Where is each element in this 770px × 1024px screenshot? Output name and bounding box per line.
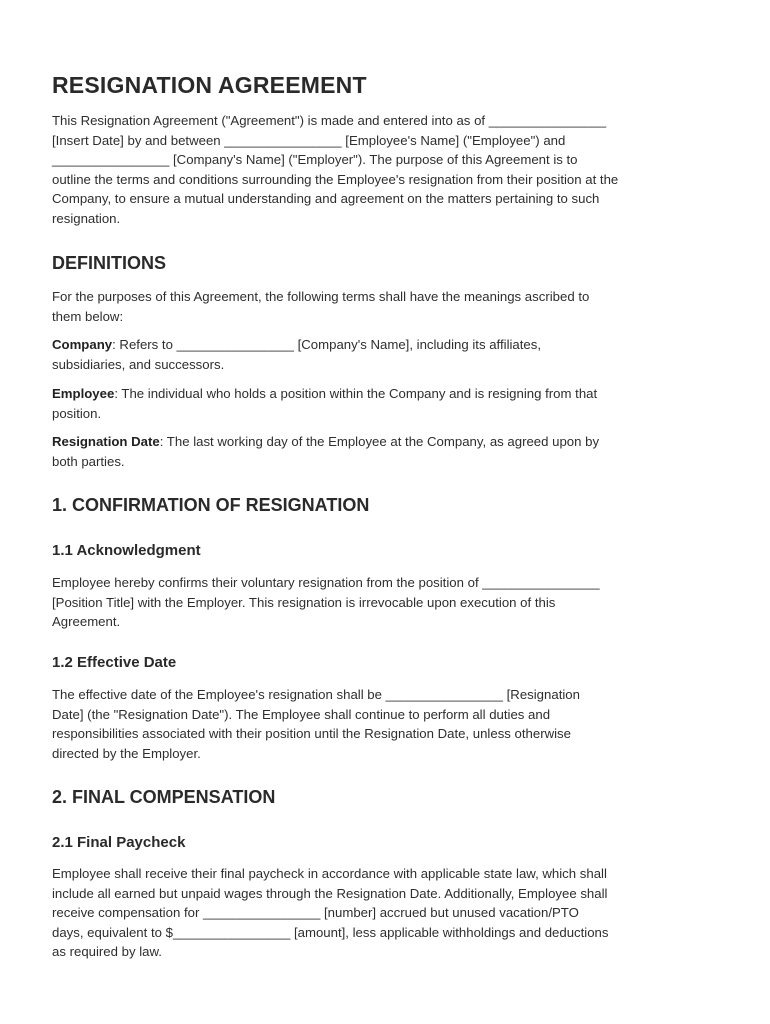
definition-text: position. [52, 405, 102, 421]
definition-company [52, 335, 722, 374]
definitions-heading: DEFINITIONS [52, 253, 167, 273]
subsection-1-1-heading: 1.1 Acknowledgment [52, 542, 201, 559]
text-line: The effective date of the Employee's resignation shall be ________________ [Resignation [52, 687, 580, 702]
text-line: [Insert Date] by and between ________________ [Employee's Name] ("Employee") and [52, 132, 566, 148]
subsection-1-1-paragraph [52, 573, 722, 632]
text-line: For the purposes of this Agreement, the following terms shall have the meanings ascribed to [52, 289, 590, 304]
text-line: [Position Title] with the Employer. This resignation is irrevocable upon execution of this [52, 594, 556, 610]
definitions-intro [52, 287, 722, 326]
subsection-1-2-paragraph [52, 685, 722, 763]
definition-term: Company [52, 337, 113, 352]
text-line: Employee hereby confirms their voluntary resignation from the position of ________________ [52, 575, 600, 590]
text-line: Company, to ensure a mutual understanding and agreement on the matters pertaining to such [52, 191, 600, 207]
section-2-heading: 2. FINAL COMPENSATION [52, 787, 276, 807]
text-line: Employee shall receive their final paycheck in accordance with applicable state law, which shall [52, 866, 607, 881]
text-line: directed by the Employer. [52, 745, 201, 761]
definition-text: : The last working day of the Employee at the Company, as agreed upon by [159, 434, 600, 449]
text-line: responsibilities associated with their position until the Resignation Date, unless otherwise [52, 726, 571, 742]
subsection-1-2-heading: 1.2 Effective Date [52, 654, 177, 671]
section-1-heading: 1. CONFIRMATION OF RESIGNATION [52, 495, 370, 515]
text-line: days, equivalent to $________________ [amount], less applicable withholdings and deductions [52, 924, 609, 940]
subsection-2-1-heading: 2.1 Final Paycheck [52, 834, 186, 851]
text-line: Date] (the "Resignation Date"). The Employee shall continue to perform all duties and [52, 706, 551, 722]
definition-term: Resignation Date [52, 434, 160, 449]
text-line: include all earned but unpaid wages through the Resignation Date. Additionally, Employee shall [52, 885, 608, 901]
definition-text: both parties. [52, 453, 125, 469]
text-line: Agreement. [52, 614, 121, 630]
text-line: receive compensation for ________________ [number] accrued but unused vacation/PTO [52, 905, 579, 921]
definition-resignation-date [52, 432, 722, 471]
definition-employee [52, 384, 722, 423]
text-line: as required by law. [52, 944, 162, 960]
definition-text: : Refers to ________________ [Company's Name], including its affiliates, [112, 337, 542, 352]
text-line: ________________ [Company's Name] ("Employer"). The purpose of this Agreement is to [52, 152, 578, 168]
definition-term: Employee [52, 386, 115, 401]
text-line: resignation. [52, 210, 121, 226]
text-line: outline the terms and conditions surrounding the Employee's resignation from their position at the [52, 171, 619, 187]
document-title: RESIGNATION AGREEMENT [52, 72, 367, 98]
definition-text: subsidiaries, and successors. [52, 356, 225, 372]
intro-paragraph [52, 111, 722, 229]
definition-text: : The individual who holds a position within the Company and is resigning from that [114, 386, 598, 401]
text-line: them below: [52, 308, 124, 324]
subsection-2-1-paragraph [52, 864, 722, 962]
text-line: This Resignation Agreement ("Agreement") is made and entered into as of ________________ [52, 113, 607, 128]
